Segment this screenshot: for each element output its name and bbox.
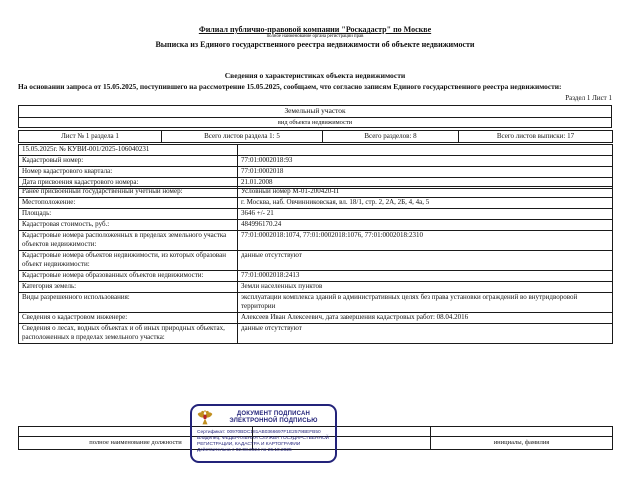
- russian-coat-of-arms-icon: [197, 409, 213, 427]
- table-row: [19, 156, 613, 167]
- attr-value: эксплуатации комплекса зданий в административных целях без права установки ограждений во внутридворовой территории: [238, 293, 613, 313]
- sections-total-cell: Всего разделов: 8: [323, 131, 459, 143]
- registration-org-caption: полное наименование органа регистрации прав: [266, 34, 364, 39]
- sheet-info-table: [18, 130, 613, 143]
- sheet-number-cell: Лист № 1 раздела 1: [19, 131, 162, 143]
- table-row: [19, 167, 613, 178]
- attr-label: Площадь:: [19, 209, 238, 220]
- table-row: [19, 231, 613, 251]
- attr-label: Виды разрешенного использования:: [19, 293, 238, 313]
- table-row: [19, 313, 613, 324]
- attributes-table-part2: [18, 186, 613, 344]
- document-title: Выписка из Единого государственного реестра недвижимости об объекте недвижимости: [155, 40, 475, 49]
- attr-label: Кадастровые номера образованных объектов недвижимости:: [19, 271, 238, 282]
- attr-label: Сведения о кадастровом инженере:: [19, 313, 238, 324]
- table-row: [19, 145, 613, 156]
- attr-label: Сведения о лесах, водных объектах и об иных природных объектах, расположенных в пределах земельного участка:: [19, 324, 238, 344]
- attr-value: Условный номер М-01-200420-П: [238, 187, 613, 198]
- attr-label: Номер кадастрового квартала:: [19, 167, 238, 178]
- stamp-certificate: Сертификат: 00970BDC181AB0366697F1E2579BEFB50: [197, 429, 321, 435]
- attr-value: 77:01:0002018:93: [238, 156, 613, 167]
- attr-value: 3646 +/- 21: [238, 209, 613, 220]
- table-row: [19, 209, 613, 220]
- extract-sheets-total-cell: Всего листов выписки: 17: [459, 131, 613, 143]
- attr-label: Категория земель:: [19, 282, 238, 293]
- signature-name-cell: [431, 427, 613, 437]
- attr-value: 77:01:0002018: [238, 167, 613, 178]
- attr-value: данные отсутствуют: [238, 251, 613, 271]
- object-type-value: Земельный участок: [19, 106, 612, 118]
- attr-label: Местоположение:: [19, 198, 238, 209]
- attributes-table-part1: [18, 144, 613, 189]
- table-row: [19, 282, 613, 293]
- doc-number-cell: 15.05.2025г. № КУВИ-001/2025-106040231: [19, 145, 238, 156]
- attr-value: Алексеев Иван Алексеевич, дата завершения кадастровых работ: 08.04.2016: [238, 313, 613, 324]
- footer-left-label: полное наименование должности: [19, 437, 253, 450]
- attr-value: 77:01:0002018:2413: [238, 271, 613, 282]
- stamp-title-line1: ДОКУМЕНТ ПОДПИСАН: [236, 410, 311, 417]
- section-sheets-total-cell: Всего листов раздела 1: 5: [162, 131, 323, 143]
- table-row: [19, 220, 613, 231]
- stamp-title-line2: ЭЛЕКТРОННОЙ ПОДПИСЬЮ: [229, 418, 318, 424]
- electronic-signature-stamp: [190, 404, 337, 463]
- attr-label: Кадастровые номера расположенных в пределах земельного участка объектов недвижимости:: [19, 231, 238, 251]
- attr-value: 77:01:0002018:1074, 77:01:0002018:1076, 77:01:0002018:2310: [238, 231, 613, 251]
- table-row: [19, 271, 613, 282]
- table-row: [19, 187, 613, 198]
- attr-label: Ранее присвоенный государственный учетный номер:: [19, 187, 238, 198]
- empty-cell: [238, 145, 613, 156]
- attr-value: Земли населенных пунктов: [238, 282, 613, 293]
- section-sheet-label: Раздел 1 Лист 1: [565, 94, 612, 102]
- attr-label: Кадастровый номер:: [19, 156, 238, 167]
- table-row: [19, 293, 613, 313]
- stamp-title: [217, 411, 330, 426]
- attr-value: данные отсутствуют: [238, 324, 613, 344]
- stamp-validity: Действительна с 02.08.2024 по 26.10.2025: [197, 447, 292, 453]
- table-row: [19, 324, 613, 344]
- attr-value: 21.01.2008: [238, 178, 613, 189]
- attr-label: Кадастровая стоимость, руб.:: [19, 220, 238, 231]
- attr-label: Кадастровые номера объектов недвижимости, из которых образован объект недвижимости:: [19, 251, 238, 271]
- object-type-table: [18, 105, 612, 128]
- registration-org-name: Филиал публично-правовой компании "Роскадастр" по Москве: [198, 25, 432, 34]
- attr-value: г. Москва, наб. Овчинниковская, вл. 18/1, стр. 2, 2А, 2Б, 4, 4а, 5: [238, 198, 613, 209]
- table-row: [19, 251, 613, 271]
- object-type-caption: вид объекта недвижимости: [19, 118, 612, 128]
- request-basis-line: На основании запроса от 15.05.2025, поступившего на рассмотрение 15.05.2025, сообщаем, что согласно записям Единого государственного реестра недвижимости:: [18, 82, 562, 91]
- section-title: Сведения о характеристиках объекта недвижимости: [224, 71, 406, 80]
- stamp-owner: Владелец: ФЕДЕРАЛЬНАЯ СЛУЖБА ГОСУДАРСТВЕННОЙ РЕГИСТРАЦИИ, КАДАСТРА И КАРТОГРАФИИ: [197, 435, 330, 447]
- table-row: [19, 198, 613, 209]
- attr-label: Дата присвоения кадастрового номера:: [19, 178, 238, 189]
- attr-value: 484996170.24: [238, 220, 613, 231]
- footer-right-label: инициалы, фамилия: [431, 437, 613, 450]
